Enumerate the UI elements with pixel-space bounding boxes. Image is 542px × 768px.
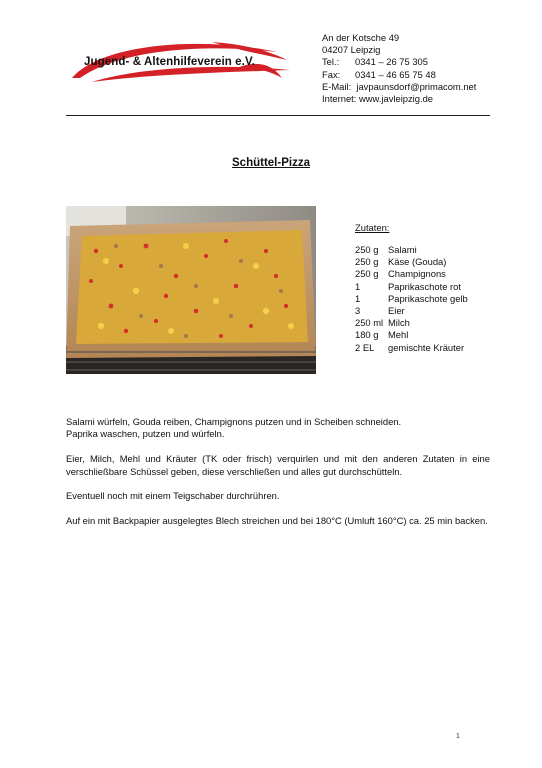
fax-label: Fax:: [322, 68, 341, 80]
list-item: [355, 329, 468, 341]
instruction-line: Paprika waschen, putzen und würfeln.: [66, 428, 225, 440]
ingredients-list: [355, 244, 468, 354]
email-label: E-Mail:: [322, 80, 352, 92]
ingredient-qty: 3: [355, 305, 361, 317]
list-item: [355, 281, 468, 293]
tel-value: 0341 – 26 75 305: [355, 56, 428, 68]
address-city: 04207 Leipzig: [322, 44, 381, 56]
address-street: An der Kotsche 49: [322, 32, 400, 43]
ingredient-item: Champignons: [388, 268, 446, 280]
ingredient-item: Eier: [388, 305, 405, 317]
ingredient-qty: 250 g: [355, 244, 379, 255]
email-link[interactable]: javpaunsdorf@primacom.net: [356, 80, 477, 92]
address-tel: [322, 56, 476, 68]
list-item: [355, 256, 468, 268]
ingredient-qty: 250 g: [355, 268, 379, 280]
instruction-paragraph: Auf ein mit Backpapier ausgelegtes Blech streichen und bei 180°C (Umluft 160°C) ca. 25 min backen.: [66, 515, 488, 527]
instruction-paragraph: Eier, Milch, Mehl und Kräuter (TK oder frisch) verquirlen und mit den anderen Zutaten in eine verschließbare Schüssel geben, diese verschließen und alles gut durchschütteln.: [66, 453, 490, 477]
header-divider: [66, 115, 490, 116]
list-item: [355, 305, 468, 317]
list-item: [355, 244, 468, 256]
ingredient-item: Mehl: [388, 329, 409, 341]
address-internet: [322, 93, 476, 105]
instruction-paragraph: [66, 416, 490, 441]
ingredient-qty: 180 g: [355, 329, 379, 341]
fax-value: 0341 – 46 65 75 48: [355, 68, 436, 80]
instruction-paragraph: Eventuell noch mit einem Teigschaber durchrühren.: [66, 490, 280, 502]
organization-name: Jugend- & Altenhilfeverein e.V.: [84, 56, 255, 68]
ingredient-item: Käse (Gouda): [388, 256, 447, 268]
ingredient-qty: 2 EL: [355, 341, 375, 353]
ingredient-item: Salami: [388, 244, 417, 255]
ingredient-item: Milch: [388, 317, 410, 329]
ingredient-item: Paprikaschote rot: [388, 280, 461, 292]
pizza-photo: [66, 206, 316, 374]
ingredient-item: Paprikaschote gelb: [388, 292, 468, 304]
internet-link[interactable]: www.javleipzig.de: [359, 93, 434, 105]
internet-label: Internet:: [322, 93, 357, 105]
recipe-instructions: [66, 416, 490, 540]
ingredient-qty: 250 g: [355, 256, 379, 268]
ingredient-qty: 1: [355, 292, 361, 304]
instruction-line: Salami würfeln, Gouda reiben, Champignons putzen und in Scheiben schneiden.: [66, 416, 402, 427]
list-item: [355, 317, 468, 329]
list-item: [355, 268, 468, 280]
page-number: 1: [456, 733, 460, 740]
ingredients-heading: Zutaten:: [355, 222, 390, 233]
tel-label: Tel.:: [322, 56, 340, 68]
ingredient-qty: 1: [355, 280, 361, 292]
list-item: [355, 342, 468, 354]
ingredient-item: gemischte Kräuter: [388, 341, 465, 353]
address-block: [322, 32, 476, 105]
address-email: [322, 81, 476, 93]
address-fax: [322, 69, 476, 81]
recipe-title: Schüttel-Pizza: [232, 157, 310, 169]
list-item: [355, 293, 468, 305]
organization-logo: [62, 38, 292, 86]
ingredient-qty: 250 ml: [355, 317, 384, 329]
